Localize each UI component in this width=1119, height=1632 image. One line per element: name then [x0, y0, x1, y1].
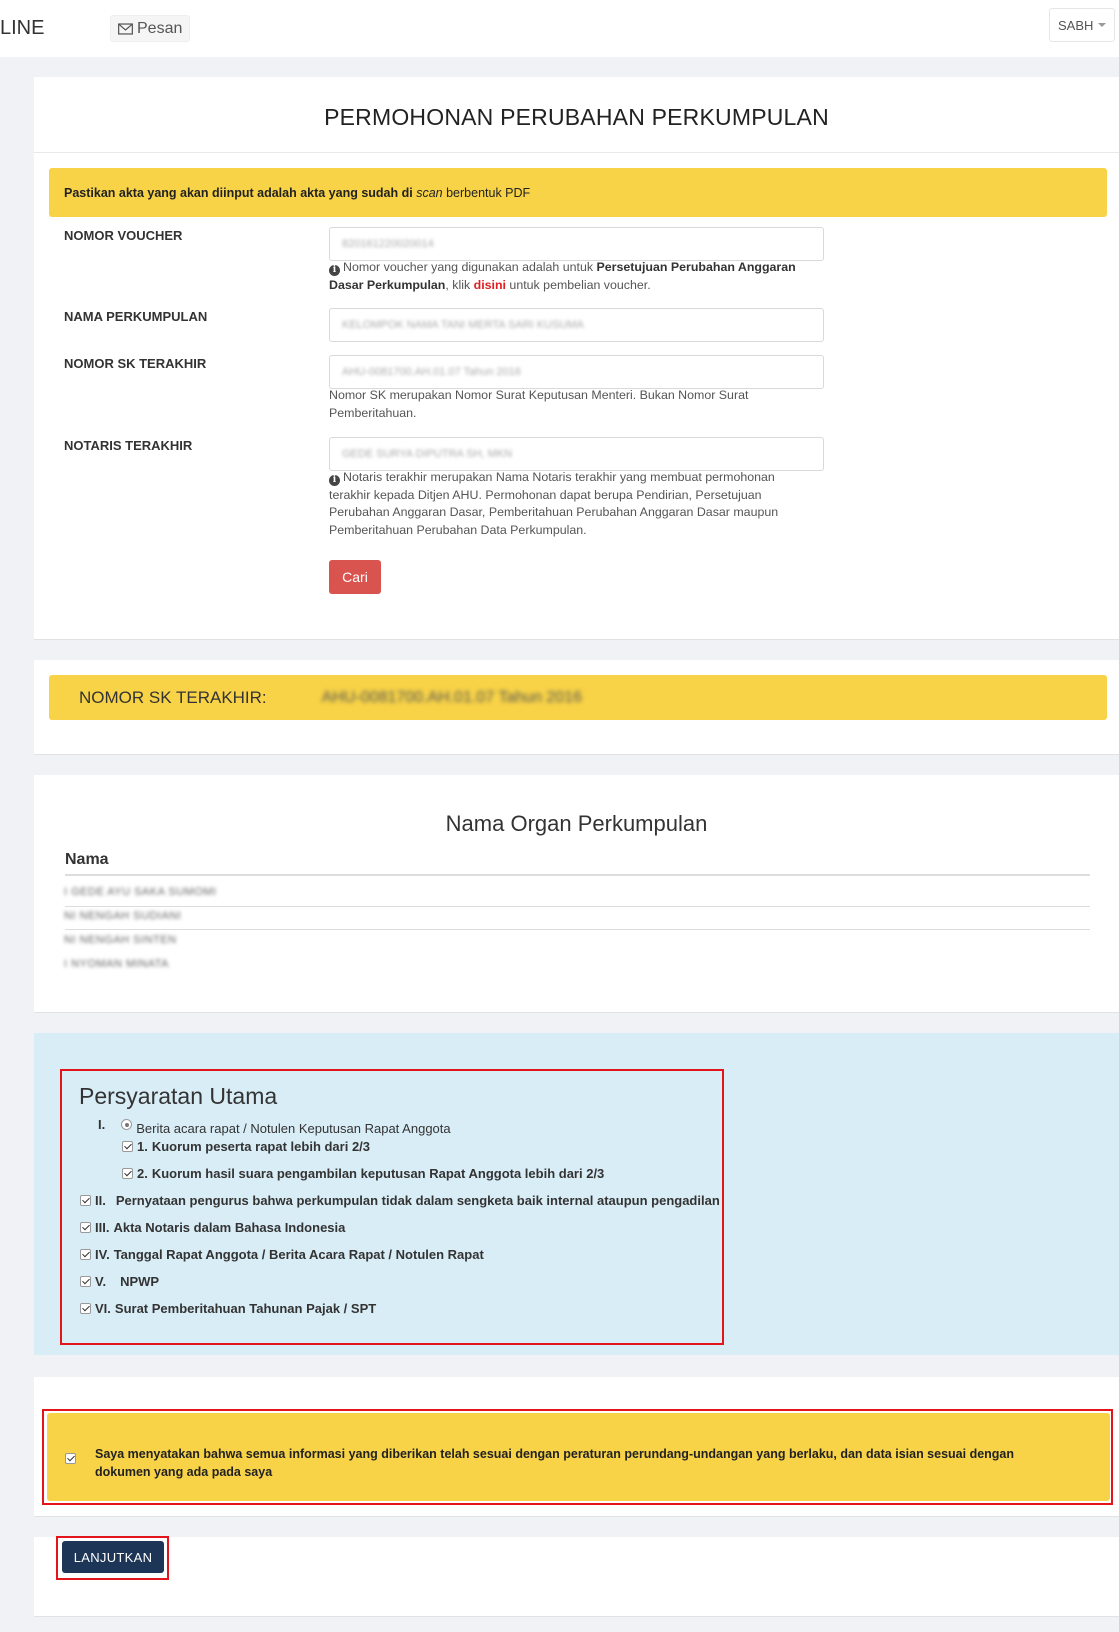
page-title: PERMOHONAN PERUBAHAN PERKUMPULAN: [324, 104, 829, 130]
requirement-item: [80, 1193, 720, 1208]
voucher-help-text-2: , klik: [445, 277, 474, 292]
voucher-value: 820161220020014: [342, 238, 434, 250]
requirement-number: II.: [95, 1193, 106, 1208]
voucher-label: NOMOR VOUCHER: [64, 228, 183, 243]
table-header-line: [65, 874, 1090, 876]
info-icon: i: [329, 475, 340, 486]
requirement-item: [80, 1247, 484, 1262]
requirement-number: V.: [95, 1274, 107, 1289]
sk-summary-panel: [34, 660, 1119, 755]
requirement-label: Tanggal Rapat Anggota / Berita Acara Rapat / Notulen Rapat: [113, 1247, 484, 1262]
search-button[interactable]: Cari: [329, 560, 381, 594]
checkbox[interactable]: [122, 1141, 133, 1152]
user-menu-button[interactable]: [1049, 8, 1115, 42]
requirement-label: Kuorum peserta rapat lebih dari 2/3: [151, 1139, 371, 1154]
row-divider: [65, 906, 1090, 907]
nama-input[interactable]: [329, 308, 824, 342]
voucher-purchase-link[interactable]: disini: [473, 277, 506, 292]
requirement-label: Surat Pemberitahuan Tahunan Pajak / SPT: [114, 1301, 377, 1316]
messages-label: Pesan: [137, 19, 183, 37]
warning-suffix: berbentuk PDF: [446, 185, 531, 200]
caret-down-icon: [1098, 23, 1106, 27]
requirement-number: III.: [95, 1220, 110, 1235]
sk-input[interactable]: [329, 355, 824, 389]
info-icon: i: [329, 265, 340, 276]
continue-button[interactable]: LANJUTKAN: [62, 1541, 164, 1573]
statement-text: Saya menyatakan bahwa semua informasi yang diberikan telah sesuai dengan peraturan perundang-undangan yang berlaku, dan data isian sesuai dengan dokumen yang ada pada saya: [95, 1447, 1015, 1479]
requirement-item: [80, 1301, 376, 1316]
notaris-label: NOTARIS TERAKHIR: [64, 438, 193, 453]
requirement-number: IV.: [95, 1247, 110, 1262]
statement-checkbox[interactable]: [65, 1453, 76, 1464]
row-divider: [65, 929, 1090, 930]
requirement-label: NPWP: [120, 1274, 160, 1289]
table-row: NI NENGAH SINTEN: [64, 934, 177, 946]
user-name: SABH: [1058, 17, 1094, 33]
requirement-label: Pernyataan pengurus bahwa perkumpulan tidak dalam sengketa baik internal ataupun pengadilan: [115, 1193, 720, 1208]
top-navbar: [0, 0, 1119, 57]
checkbox[interactable]: [80, 1222, 91, 1233]
checkbox[interactable]: [80, 1276, 91, 1287]
requirement-number: VI.: [95, 1301, 111, 1316]
table-row: NI NENGAH SUDIANI: [64, 910, 182, 922]
requirement-item: [98, 1113, 451, 1136]
nama-value: KELOMPOK NAMA TANI MERTA SARI KUSUMA: [342, 319, 584, 331]
notaris-value: GEDE SURYA DIPUTRA SH, MKN: [342, 448, 513, 460]
sk-summary-bar: [49, 675, 1107, 720]
requirements-title: Persyaratan Utama: [79, 1083, 278, 1109]
sk-summary-value: AHU-0081700.AH.01.07 Tahun 2016: [321, 688, 582, 706]
form-panel: [34, 77, 1119, 640]
voucher-help-text-3: untuk pembelian voucher.: [505, 277, 651, 292]
actions-panel: [34, 1537, 1119, 1617]
requirement-item: [80, 1274, 159, 1289]
sk-summary-label: NOMOR SK TERAKHIR:: [79, 687, 267, 707]
envelope-icon: [118, 23, 133, 35]
requirement-label: Berita acara rapat / Notulen Keputusan Rapat Anggota: [136, 1121, 451, 1136]
warning-prefix: Pastikan akta yang akan diinput adalah akta yang sudah di: [64, 185, 413, 200]
checkbox[interactable]: [122, 1168, 133, 1179]
requirement-number: 2.: [137, 1166, 148, 1181]
requirement-number: 1.: [137, 1139, 148, 1154]
table-row: I GEDE AYU SAKA SUMOMI: [64, 886, 217, 898]
sk-help: Nomor SK merupakan Nomor Surat Keputusan Menteri. Bukan Nomor Surat Pemberitahuan.: [329, 388, 749, 420]
radio-icon[interactable]: [121, 1119, 132, 1130]
sk-value: AHU-0081700.AH.01.07 Tahun 2016: [342, 366, 521, 378]
notaris-help: [329, 469, 799, 539]
sk-label: NOMOR SK TERAKHIR: [64, 356, 207, 371]
brand-text[interactable]: LINE: [0, 17, 45, 39]
requirement-number: I.: [98, 1117, 106, 1132]
requirement-item: [122, 1139, 370, 1154]
voucher-input[interactable]: [329, 227, 824, 261]
warning-italic: scan: [416, 185, 443, 200]
nama-label: NAMA PERKUMPULAN: [64, 309, 208, 324]
organ-column-header: Nama: [65, 851, 109, 868]
requirement-item: [122, 1166, 604, 1181]
checkbox[interactable]: [80, 1249, 91, 1260]
requirements-panel: [34, 1033, 1119, 1355]
voucher-help-text: Nomor voucher yang digunakan adalah untuk: [343, 260, 597, 274]
table-row: I NYOMAN MINATA: [64, 958, 169, 970]
messages-button[interactable]: [110, 15, 190, 42]
requirement-label: Akta Notaris dalam Bahasa Indonesia: [113, 1220, 346, 1235]
divider: [34, 152, 1119, 153]
voucher-help: [329, 259, 809, 294]
checkbox[interactable]: [80, 1195, 91, 1206]
statement-panel: [34, 1377, 1119, 1517]
voucher-help-bold: Persetujuan Perubahan Anggaran Dasar Perkumpulan: [329, 260, 796, 292]
checkbox[interactable]: [80, 1303, 91, 1314]
organ-title: Nama Organ Perkumpulan: [445, 811, 708, 836]
pdf-warning-alert: [49, 168, 1107, 217]
statement-alert: [47, 1413, 1110, 1501]
requirement-label: Kuorum hasil suara pengambilan keputusan Rapat Anggota lebih dari 2/3: [151, 1166, 605, 1181]
notaris-help-text: Notaris terakhir merupakan Nama Notaris terakhir yang membuat permohonan terakhir kepada Ditjen AHU. Permohonan dapat berupa Pendirian, Persetujuan Perubahan Anggaran Dasar, Pemberitahuan Perubahan Anggaran Dasar maupun Pemberitahuan Perubahan Data Perkumpulan.: [329, 470, 779, 537]
requirement-item: [80, 1220, 345, 1235]
notaris-input[interactable]: [329, 437, 824, 471]
